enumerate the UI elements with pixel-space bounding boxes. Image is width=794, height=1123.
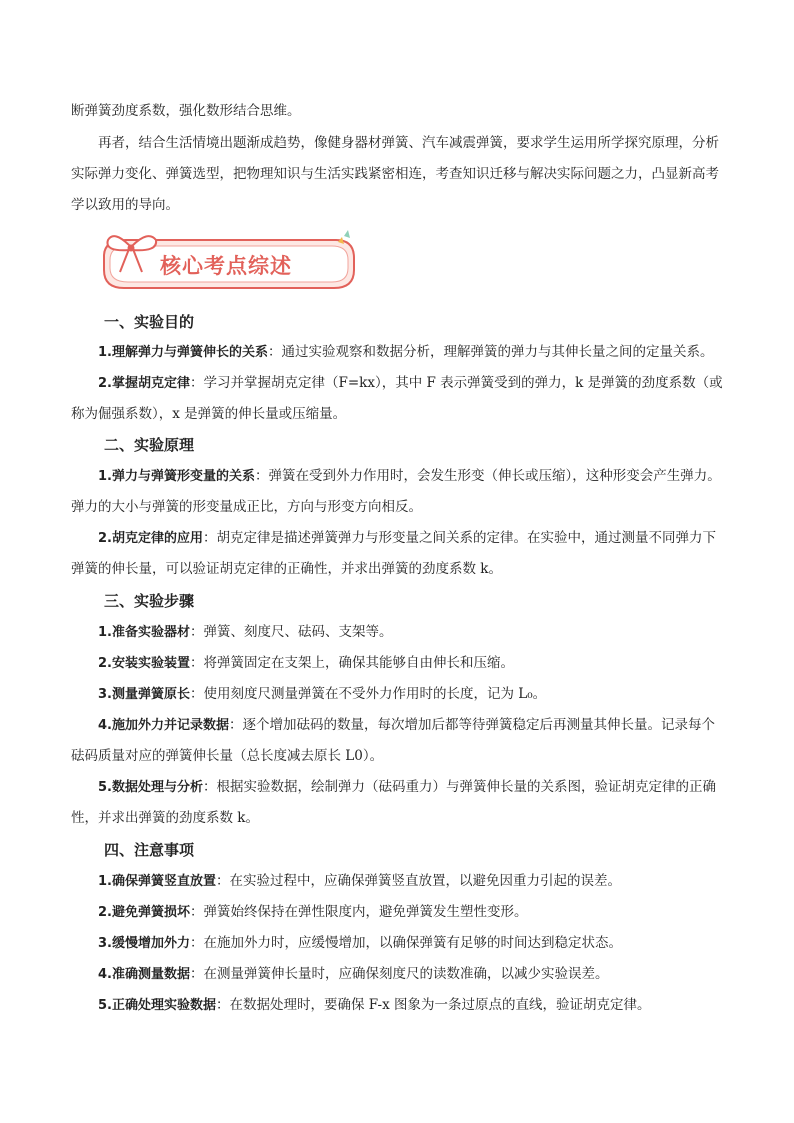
heading-precautions: 四、注意事项 [104, 841, 195, 859]
intro-line: 断弹簧劲度系数，强化数形结合思维。 [71, 103, 301, 119]
precaution-item-3: 3.缓慢增加外力：在施加外力时，应缓慢增加，以确保弹簧有足够的时间达到稳定状态。 [98, 935, 622, 951]
principle-item-1: 1.弹力与弹簧形变量的关系：弹簧在受到外力作用时，会发生形变（伸长或压缩），这种形变会产生弹力。弹力的大小与弹簧的形变量成正比，方向与形变方向相反。 [71, 468, 721, 515]
step-item-3: 3.测量弹簧原长：使用刻度尺测量弹簧在不受外力作用时的长度，记为 L₀。 [98, 686, 547, 702]
step-item-4: 4.施加外力并记录数据：逐个增加砝码的数量，每次增加后都等待弹簧稳定后再测量其伸长量。记录每个砝码质量对应的弹簧伸长量（总长度减去原长 L0）。 [71, 717, 715, 764]
precaution-item-1: 1.确保弹簧竖直放置：在实验过程中，应确保弹簧竖直放置，以避免因重力引起的误差。 [98, 873, 621, 889]
precaution-item-2: 2.避免弹簧损坏：弹簧始终保持在弹性限度内，避免弹簧发生塑性变形。 [98, 904, 528, 920]
heading-experiment-principle: 二、实验原理 [104, 436, 195, 454]
step-item-1: 1.准备实验器材：弹簧、刻度尺、砝码、支架等。 [98, 624, 393, 640]
heading-experiment-purpose: 一、实验目的 [104, 313, 195, 331]
principle-item-2: 2.胡克定律的应用：胡克定律是描述弹簧弹力与形变量之间关系的定律。在实验中，通过测量不同弹力下弹簧的伸长量，可以验证胡克定律的正确性，并求出弹簧的劲度系数 k。 [71, 530, 716, 577]
banner-title: 核心考点综述 [160, 254, 292, 278]
step-item-5: 5.数据处理与分析：根据实验数据，绘制弹力（砝码重力）与弹簧伸长量的关系图，验证胡克定律的正确性，并求出弹簧的劲度系数 k。 [71, 779, 716, 826]
heading-experiment-steps: 三、实验步骤 [104, 592, 195, 610]
precaution-item-4: 4.准确测量数据：在测量弹簧伸长量时，应确保刻度尺的读数准确，以减少实验误差。 [98, 966, 609, 982]
purpose-item-1: 1.理解弹力与弹簧伸长的关系：通过实验观察和数据分析，理解弹簧的弹力与其伸长量之间的定量关系。 [98, 344, 714, 360]
step-item-2: 2.安装实验装置：将弹簧固定在支架上，确保其能够自由伸长和压缩。 [98, 655, 514, 671]
purpose-item-2: 2.掌握胡克定律：学习并掌握胡克定律（F=kx），其中 F 表示弹簧受到的弹力，k 是弹簧的劲度系数（或称为倔强系数），x 是弹簧的伸长量或压缩量。 [71, 375, 723, 422]
intro-paragraph: 再者，结合生活情境出题渐成趋势，像健身器材弹簧、汽车减震弹簧，要求学生运用所学探究原理，分析实际弹力变化、弹簧选型，把物理知识与生活实践紧密相连，考查知识迁移与解决实际问题之力，凸显新高考学以致用的导向。 [71, 135, 719, 213]
precaution-item-5: 5.正确处理实验数据：在数据处理时，要确保 F-x 图象为一条过原点的直线，验证胡克定律。 [98, 997, 651, 1013]
